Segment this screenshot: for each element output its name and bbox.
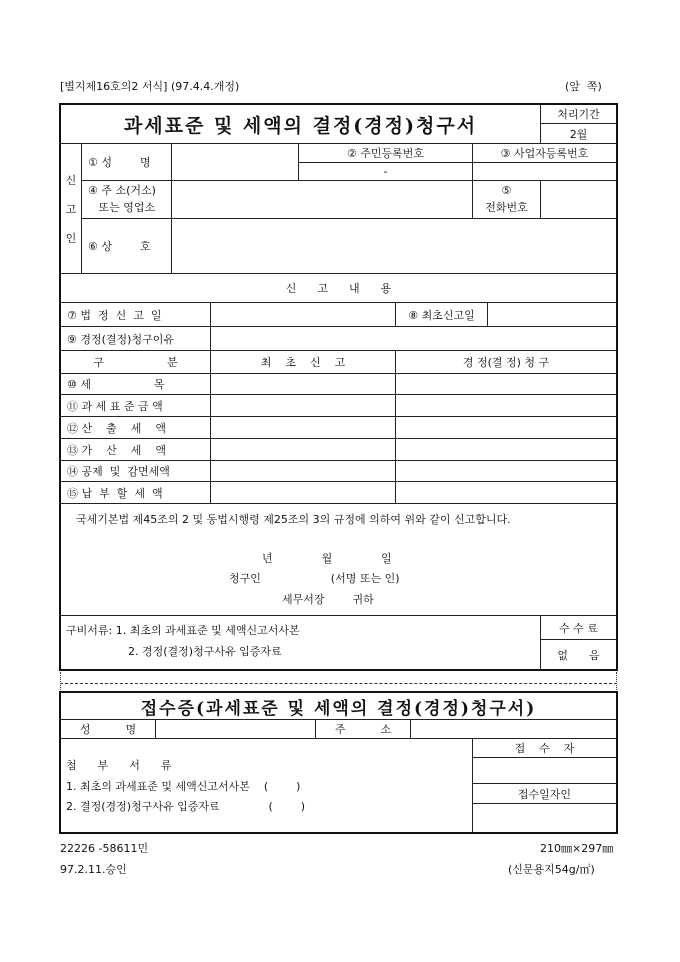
paper-type: (신문용지54g/㎡) bbox=[508, 863, 595, 876]
rrn-field[interactable]: - bbox=[298, 162, 473, 181]
cut-line-right bbox=[616, 672, 617, 692]
legal-date-label: ⑦ 법 정 신 고 일 bbox=[60, 302, 211, 327]
brn-label: ③ 사업자등록번호 bbox=[472, 143, 617, 163]
fee-value: 없 음 bbox=[540, 639, 617, 670]
header-category: 구 분 bbox=[60, 350, 211, 374]
name-label: ① 성 명 bbox=[81, 143, 172, 181]
attachment-1: 1. 최초의 과세표준 및 세액신고서사본 ( ) bbox=[66, 780, 301, 793]
cut-line-left bbox=[60, 672, 61, 692]
header-claim: 경 정(결 정) 청 구 bbox=[395, 350, 617, 374]
applicant-sign-line: 청구인 (서명 또는 인) bbox=[229, 572, 400, 585]
approval-date: 97.2.11.승인 bbox=[60, 863, 127, 876]
paper-size: 210㎜×297㎜ bbox=[540, 842, 614, 855]
required-doc-1: 구비서류: 1. 최초의 과세표준 및 세액신고서사본 bbox=[66, 624, 300, 637]
rrn-label: ② 주민등록번호 bbox=[298, 143, 473, 163]
phone-label: ⑤ 전화번호 bbox=[472, 180, 541, 219]
tax-office-line: 세무서장 귀하 bbox=[282, 593, 374, 606]
form-id: [별지제16호의2 서식] (97.4.4.개정) bbox=[60, 80, 240, 93]
receipt-title: 접수증(과세표준 및 세액의 결정(경정)청구서) bbox=[60, 692, 617, 720]
row-label: ⑭ 공제 및 감면세액 bbox=[60, 460, 211, 482]
declaration-text: 국세기본법 제45조의 2 및 동법시행령 제25조의 3의 규정에 의하여 위와 같이 신고합니다. bbox=[76, 513, 511, 526]
date-line: 년 월 일 bbox=[262, 552, 392, 565]
form-border bbox=[59, 103, 618, 671]
address-label: ④ 주 소(거소) 또는 영업소 bbox=[81, 180, 172, 219]
cut-line bbox=[60, 683, 617, 684]
fee-label: 수 수 료 bbox=[540, 615, 617, 640]
row-label: ⑮ 납 부 할 세 액 bbox=[60, 481, 211, 504]
receiver-label: 접 수 자 bbox=[472, 738, 617, 758]
required-doc-2: 2. 경정(결정)청구사유 입증자료 bbox=[128, 645, 282, 658]
attachments-label: 첨 부 서 류 bbox=[66, 759, 172, 772]
row-label: ⑪ 과 세 표 준 금 액 bbox=[60, 394, 211, 417]
stamp-label: 접수일자인 bbox=[472, 783, 617, 804]
applicant-group-label: 신 고 인 bbox=[60, 143, 82, 274]
attachment-2: 2. 결정(경정)청구사유 입증자료 ( ) bbox=[66, 800, 306, 813]
reason-label: ⑨ 경정(결정)청구이유 bbox=[60, 326, 211, 351]
row-label: ⑩ 세 목 bbox=[60, 373, 211, 395]
page-side: (앞 쪽) bbox=[565, 80, 602, 93]
receipt-address-label: 주 소 bbox=[315, 719, 411, 739]
header-initial: 최 초 신 고 bbox=[210, 350, 396, 374]
receipt-border bbox=[59, 691, 618, 834]
first-date-label: ⑧ 최초신고일 bbox=[395, 302, 488, 327]
content-header: 신 고 내 용 bbox=[60, 273, 617, 303]
trade-name-label: ⑥ 상 호 bbox=[81, 218, 172, 274]
form-title: 과세표준 및 세액의 결정(경정)청구서 bbox=[60, 104, 541, 144]
form-code: 22226 -58611민 bbox=[60, 842, 149, 855]
receipt-name-label: 성 명 bbox=[60, 719, 156, 739]
processing-period-value: 2월 bbox=[540, 123, 617, 144]
row-label: ⑬ 가 산 세 액 bbox=[60, 438, 211, 461]
row-label: ⑫ 산 출 세 액 bbox=[60, 416, 211, 439]
processing-period-label: 처리기간 bbox=[540, 104, 617, 124]
